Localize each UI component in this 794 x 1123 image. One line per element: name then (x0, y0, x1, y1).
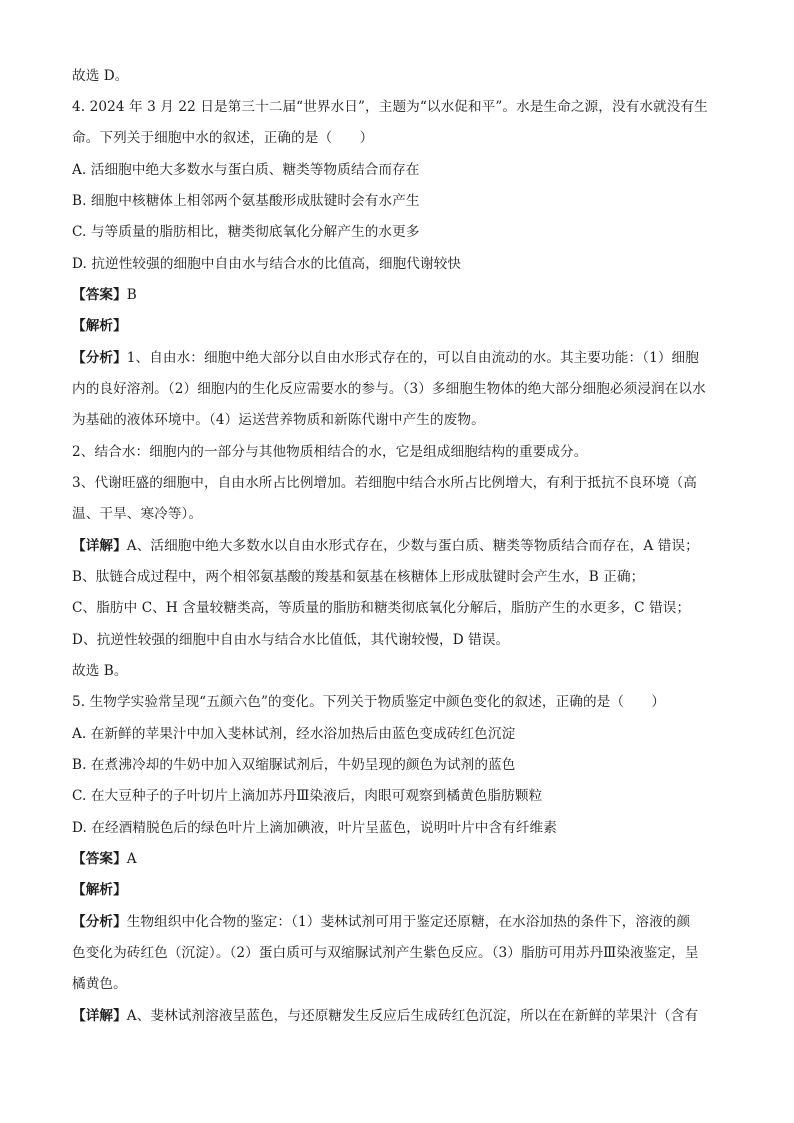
q4-fenxi-line-2: 内的良好溶剂。（2）细胞内的生化反应需要水的参与。（3）多细胞生物体的绝大部分细胞必须浸润在以水 (72, 381, 706, 397)
q5-fenxi-line-1 (72, 912, 722, 932)
q4-conclusion: 故选 B。 (72, 663, 128, 679)
q5-option-c: C. 在大豆种子的子叶切片上滴加苏丹Ⅲ染液后，肉眼可观察到橘黄色脂肪颗粒 (72, 788, 543, 804)
q5-fenxi-line-3: 橘黄色。 (72, 976, 127, 992)
analysis-tag: 【解析】 (72, 318, 127, 334)
answer-value: A (126, 851, 137, 867)
q5-option-d: D. 在经酒精脱色后的绿色叶片上滴加碘液，叶片呈蓝色，说明叶片中含有纤维素 (72, 820, 557, 836)
q4-xiangjie-line-2: B、肽链合成过程中，两个相邻氨基酸的羧基和氨基在核糖体上形成肽键时会产生水，B 正确； (72, 569, 645, 585)
answer-tag: 【答案】 (72, 851, 127, 867)
q4-answer (72, 285, 722, 305)
q4-fenxi-line-4: 2、结合水：细胞内的一部分与其他物质相结合的水，它是组成细胞结构的重要成分。 (72, 444, 588, 460)
q4-fenxi-line-5: 3、代谢旺盛的细胞中，自由水所占比例增加。若细胞中结合水所占比例增大，有利于抵抗不良环境（高 (72, 475, 697, 491)
q4-option-a: A. 活细胞中绝大多数水与蛋白质、糖类等物质结合而存在 (72, 162, 420, 178)
q5-option-b: B. 在煮沸冷却的牛奶中加入双缩脲试剂后，牛奶呈现的颜色为试剂的蓝色 (72, 757, 516, 773)
answer-value: B (126, 287, 137, 303)
q4-option-c: C. 与等质量的脂肪相比，糖类彻底氧化分解产生的水更多 (72, 224, 420, 240)
xiangjie-tag: 【详解】 (72, 1008, 127, 1024)
q4-xiangjie-line-1 (72, 536, 722, 556)
fenxi-tag: 【分析】 (72, 350, 127, 366)
q3-conclusion: 故选 D。 (72, 68, 129, 84)
xiangjie-text: A、活细胞中绝大多数水以自由水形式存在，少数与蛋白质、糖类等物质结合而存在，A 错误； (126, 538, 699, 554)
q4-xiangjie-line-4: D、抗逆性较强的细胞中自由水与结合水比值低，其代谢较慢，D 错误。 (72, 632, 510, 648)
q5-fenxi-line-2: 色变化为砖红色（沉淀）。（2）蛋白质可与双缩脲试剂产生紫色反应。（3）脂肪可用苏丹Ⅲ染液鉴定，呈 (72, 945, 699, 961)
analysis-tag: 【解析】 (72, 882, 127, 898)
q4-xiangjie-line-3: C、脂肪中 C、H 含量较糖类高，等质量的脂肪和糖类彻底氧化分解后，脂肪产生的水更多，C 错误； (72, 600, 691, 616)
q5-stem-line-1: 5. 生物学实验常呈现“五颜六色”的变化。下列关于物质鉴定中颜色变化的叙述，正确的是（ ） (72, 694, 666, 710)
q4-fenxi-line-3: 为基础的液体环境中。（4）运送营养物质和新陈代谢中产生的废物。 (72, 412, 485, 428)
q5-analysis-heading (72, 880, 722, 900)
q5-option-a: A. 在新鲜的苹果汁中加入斐林试剂，经水浴加热后由蓝色变成砖红色沉淀 (72, 726, 516, 742)
answer-tag: 【答案】 (72, 287, 127, 303)
q4-stem-line-1: 4. 2024 年 3 月 22 日是第三十二届“世界水日”，主题为“以水促和平”。水是生命之源，没有水就没有生 (72, 99, 708, 115)
q4-option-b: B. 细胞中核糖体上相邻两个氨基酸形成肽键时会有水产生 (72, 193, 420, 209)
q5-answer (72, 849, 722, 869)
q4-fenxi-line-1 (72, 348, 722, 368)
xiangjie-text: A、斐林试剂溶液呈蓝色，与还原糖发生反应后生成砖红色沉淀，所以在在新鲜的苹果汁（含有 (126, 1008, 699, 1024)
fenxi-text: 生物组织中化合物的鉴定：（1）斐林试剂可用于鉴定还原糖，在水浴加热的条件下，溶液的颜 (126, 914, 691, 930)
fenxi-tag: 【分析】 (72, 914, 127, 930)
q4-stem-line-2: 命。下列关于细胞中水的叙述，正确的是（ ） (72, 130, 374, 146)
q4-fenxi-line-6: 温、干旱、寒冷等）。 (72, 506, 203, 522)
q4-option-d: D. 抗逆性较强的细胞中自由水与结合水的比值高，细胞代谢较快 (72, 256, 462, 272)
q4-analysis-heading (72, 316, 722, 336)
q5-xiangjie-line-1 (72, 1006, 722, 1026)
fenxi-text: 1、自由水：细胞中绝大部分以自由水形式存在的，可以自由流动的水。其主要功能：（1）细胞 (126, 350, 699, 366)
xiangjie-tag: 【详解】 (72, 538, 127, 554)
